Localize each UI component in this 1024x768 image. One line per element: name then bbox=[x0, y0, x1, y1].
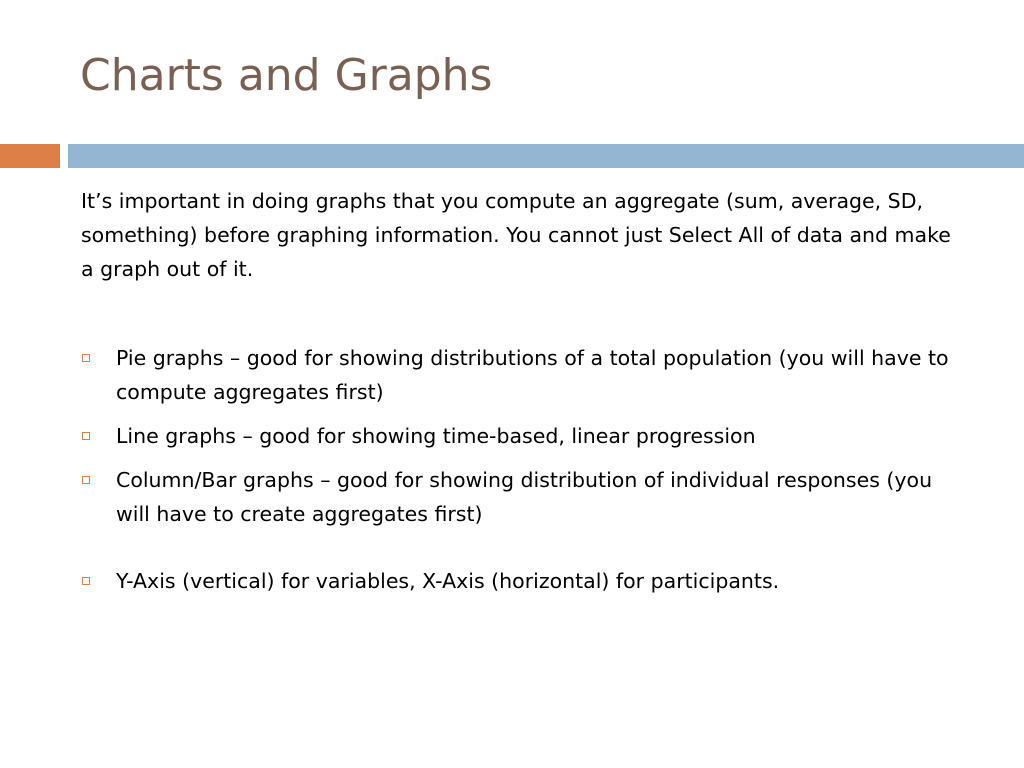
bullet-text: Pie graphs – good for showing distributions of a total population (you will have to compute aggregates first) bbox=[116, 346, 949, 404]
square-bullet-icon bbox=[82, 577, 90, 585]
bullet-item-line bbox=[81, 419, 961, 453]
bullet-list-axes bbox=[81, 564, 961, 598]
intro-paragraph: It’s important in doing graphs that you compute an aggregate (sum, average, SD, something) before graphing information. You cannot just Select All of data and make a graph out of it. bbox=[81, 189, 951, 281]
slide-body bbox=[81, 184, 961, 608]
square-bullet-icon bbox=[82, 476, 90, 484]
bullet-text: Y-Axis (vertical) for variables, X-Axis (horizontal) for participants. bbox=[116, 569, 780, 593]
bullet-item-pie bbox=[81, 341, 961, 409]
square-bullet-icon bbox=[82, 432, 90, 440]
title-rule-bar bbox=[68, 144, 1024, 168]
bullet-text: Line graphs – good for showing time-based, linear progression bbox=[116, 424, 756, 448]
square-bullet-icon bbox=[82, 354, 90, 362]
bullet-text: Column/Bar graphs – good for showing distribution of individual responses (you will have to create aggregates first) bbox=[116, 468, 933, 526]
bullet-list bbox=[81, 341, 961, 531]
slide-title: Charts and Graphs bbox=[80, 50, 493, 101]
bullet-item-column-bar bbox=[81, 463, 961, 531]
bullet-item-axes bbox=[81, 564, 961, 598]
title-rule-accent bbox=[0, 144, 60, 168]
